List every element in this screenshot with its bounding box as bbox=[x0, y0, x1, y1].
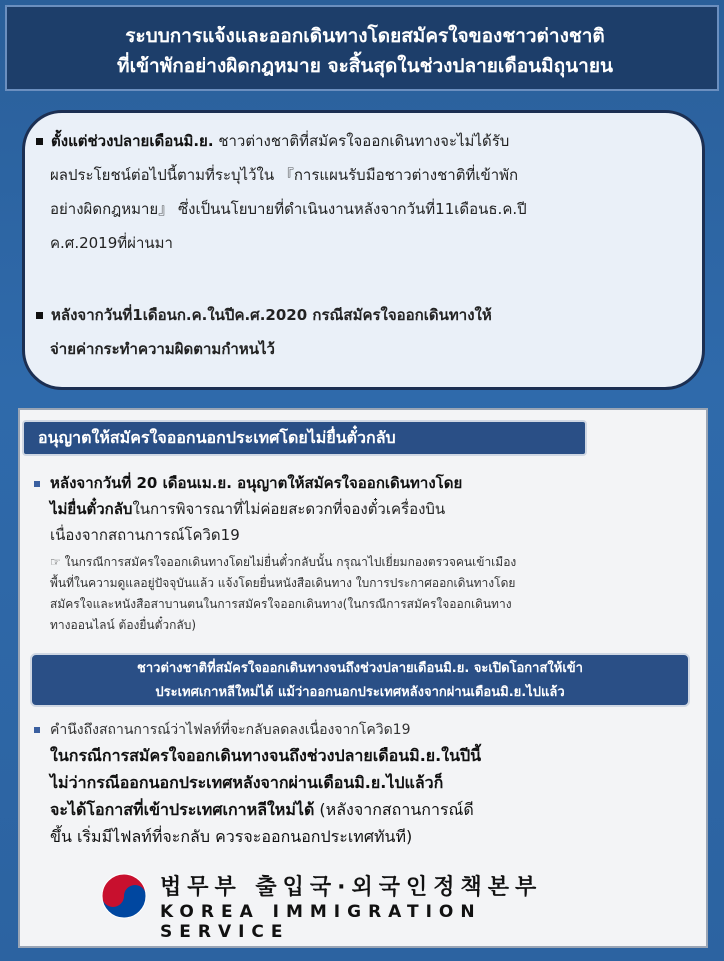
final-line-4-bold: จะได้โอกาสที่เข้าประเทศเกาหลีใหม่ได้ bbox=[50, 800, 315, 819]
title-line-2: ที่เข้าพักอย่างผิดกฎหมาย จะสิ้นสุดในช่วงปลายเดือนมิถุนายน bbox=[117, 55, 613, 77]
section-bullet-rest-2: ในการพิจารณาที่ไม่ค่อยสะดวกที่จองตั๋วเครื่องบิน bbox=[132, 500, 446, 518]
bullet-2-line-1: หลังจากวันที่1เดือนก.ค.ในปีค.ศ.2020 กรณีสมัครใจออกเดินทางให้ bbox=[51, 306, 492, 324]
top-bullet-1 bbox=[36, 124, 701, 260]
note-line-2: พื้นที่ในความดูแลอยู่ปัจจุบันแล้ว แจ้งโดยยื่นหนังสือเดินทาง ใบการประกาศออกเดินทางโดย bbox=[50, 576, 516, 590]
banner-line-2: ประเทศเกาหลีใหม่ได้ แม้ว่าออกนอกประเทศหลังจากผ่านเดือนมิ.ย.ไปแล้ว bbox=[155, 685, 565, 700]
header-band bbox=[5, 5, 719, 91]
bullet-1-line-3: อย่างผิดกฎหมาย』 ซึ่งเป็นนโยบายที่ดำเนินงานหลังจากวันที่11เดือนธ.ค.ปี bbox=[50, 200, 527, 218]
note-line-1: ในกรณีการสมัครใจออกเดินทางโดยไม่ยื่นตั๋วกลับนั้น กรุณาไปเยี่ยมกองตรวจคนเข้าเมือง bbox=[60, 555, 517, 569]
final-bullet bbox=[34, 718, 704, 850]
section-bullet-bold-2: ไม่ยื่นตั๋วกลับ bbox=[50, 500, 133, 518]
ministry-logo bbox=[100, 868, 620, 942]
section-bullet-line-3: เนื่องจากสถานการณ์โควิด19 bbox=[50, 526, 240, 544]
final-line-5: ขึ้น เริ่มมีไฟลท์ที่จะกลับ ควรจะออกนอกประเทศทันที) bbox=[50, 827, 413, 846]
section-bullet bbox=[34, 470, 704, 548]
bullet-square-icon bbox=[36, 312, 43, 319]
section-label: อนุญาตให้สมัครใจออกนอกประเทศโดยไม่ยื่นตั๋วกลับ bbox=[22, 420, 587, 456]
final-line-1: คำนึงถึงสถานการณ์ว่าไฟลท์ที่จะกลับลดลงเนื่องจากโควิด19 bbox=[50, 722, 411, 738]
final-line-3: ไม่ว่ากรณีออกนอกประเทศหลังจากผ่านเดือนมิ.ย.ไปแล้วก็ bbox=[50, 773, 444, 792]
notice-banner bbox=[30, 653, 690, 707]
page-title bbox=[25, 21, 705, 81]
final-line-2: ในกรณีการสมัครใจออกเดินทางจนถึงช่วงปลายเดือนมิ.ย.ในปีนี้ bbox=[50, 746, 482, 765]
title-line-1: ระบบการแจ้งและออกเดินทางโดยสมัครใจของชาวต่างชาติ bbox=[125, 25, 605, 47]
top-bullet-2 bbox=[36, 298, 701, 366]
logo-english-text: KOREA IMMIGRATION SERVICE bbox=[160, 902, 482, 942]
bullet-1-bold: ตั้งแต่ช่วงปลายเดือนมิ.ย. bbox=[51, 132, 214, 150]
bullet-2-line-2: จ่ายค่ากระทำความผิดตามกำหนไว้ bbox=[50, 340, 275, 358]
logo-korean-text: 법무부 출입국·외국인정책본부 bbox=[160, 875, 543, 900]
note-line-3: สมัครใจและหนังสือสาบานตนในการสมัครใจออกเดินทาง(ในกรณีการสมัครใจออกเดินทาง bbox=[50, 597, 512, 611]
taegeuk-icon bbox=[100, 872, 148, 920]
bullet-1-line-2: ผลประโยชน์ต่อไปนี้ตามที่ระบุไว้ใน 『การแผนรับมือชาวต่างชาติที่เข้าพัก bbox=[50, 166, 519, 184]
pointing-hand-icon: ☞ bbox=[50, 555, 61, 569]
final-line-4-rest: (หลังจากสถานการณ์ดี bbox=[314, 800, 474, 819]
banner-line-1: ชาวต่างชาติที่สมัครใจออกเดินทางจนถึงช่วงปลายเดือนมิ.ย. จะเปิดโอกาสให้เข้า bbox=[137, 661, 583, 676]
bullet-1-rest: ชาวต่างชาติที่สมัครใจออกเดินทางจะไม่ได้รับ bbox=[213, 132, 510, 150]
note-line-4: ทางออนไลน์ ต้องยื่นตั๋วกลับ) bbox=[50, 618, 197, 632]
bullet-square-icon bbox=[34, 481, 40, 487]
bullet-1-line-4: ค.ศ.2019ที่ผ่านมา bbox=[50, 234, 173, 252]
section-bullet-line-1: หลังจากวันที่ 20 เดือนเม.ย. อนุญาตให้สมัครใจออกเดินทางโดย bbox=[50, 474, 463, 492]
bullet-square-icon bbox=[34, 727, 40, 733]
section-note bbox=[50, 552, 700, 636]
bullet-square-icon bbox=[36, 138, 43, 145]
